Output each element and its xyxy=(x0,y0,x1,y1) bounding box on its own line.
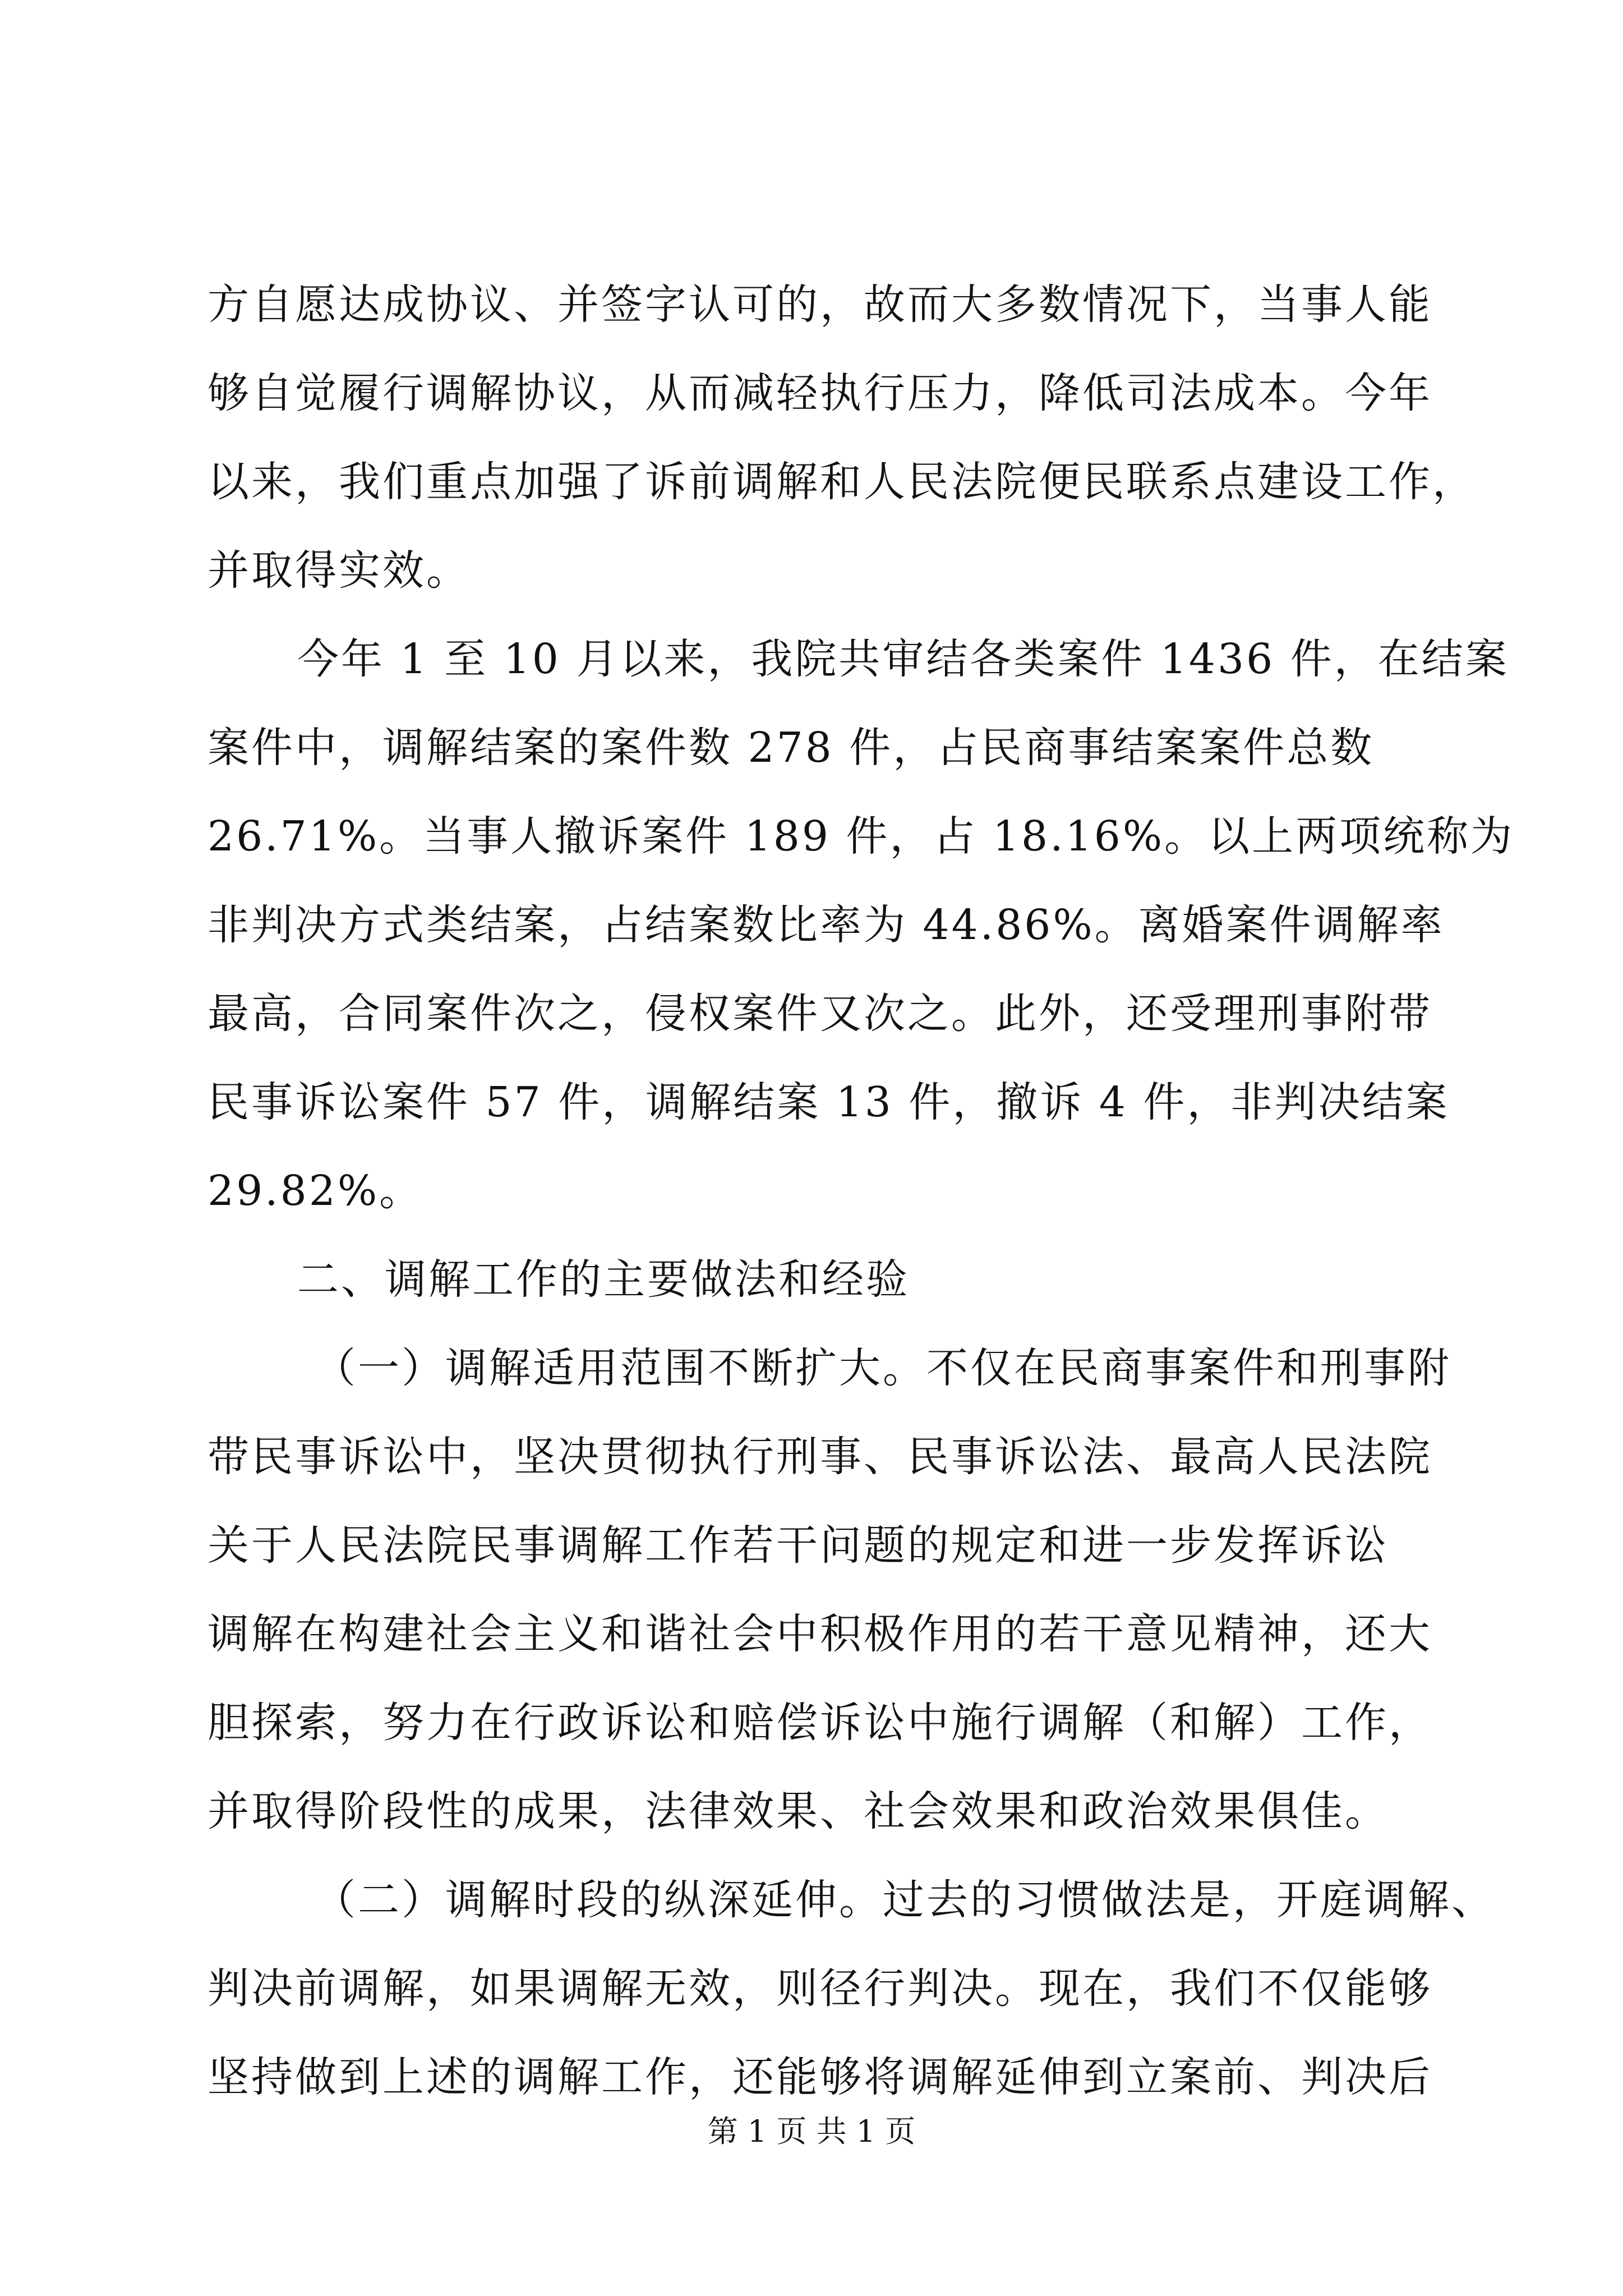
text-line: 判决前调解，如果调解无效，则径行判决。现在，我们不仅能够 xyxy=(208,1964,1432,2013)
text-line: 并取得实效。 xyxy=(208,546,470,595)
text-line: 民事诉讼案件 57 件，调解结案 13 件，撤诉 4 件，非判决结案 xyxy=(208,1078,1450,1126)
text-line: （二）调解时段的纵深延伸。过去的习惯做法是，开庭调解、 xyxy=(314,1876,1495,1924)
text-line: 胆探索，努力在行政诉讼和赔偿诉讼中施行调解（和解）工作， xyxy=(208,1699,1432,1747)
text-line: 29.82%。 xyxy=(208,1167,423,1215)
text-line: 最高，合同案件次之，侵权案件又次之。此外，还受理刑事附带 xyxy=(208,990,1432,1038)
text-line: 今年 1 至 10 月以来，我院共审结各类案件 1436 件，在结案 xyxy=(297,635,1509,683)
section-heading: 二、调解工作的主要做法和经验 xyxy=(297,1255,910,1304)
page-number-footer: 第 1 页 共 1 页 xyxy=(707,2114,916,2149)
text-line: 关于人民法院民事调解工作若干问题的规定和进一步发挥诉讼 xyxy=(208,1521,1389,1570)
text-line: 以来，我们重点加强了诉前调解和人民法院便民联系点建设工作， xyxy=(208,458,1476,506)
text-line: 非判决方式类结案，占结案数比率为 44.86%。离婚案件调解率 xyxy=(208,901,1445,949)
text-line: 带民事诉讼中，坚决贯彻执行刑事、民事诉讼法、最高人民法院 xyxy=(208,1433,1432,1481)
text-line: （一）调解适用范围不断扩大。不仅在民商事案件和刑事附 xyxy=(314,1344,1451,1392)
text-line: 坚持做到上述的调解工作，还能够将调解延伸到立案前、判决后 xyxy=(208,2053,1432,2101)
text-line: 方自愿达成协议、并签字认可的，故而大多数情况下，当事人能 xyxy=(208,280,1432,329)
text-line: 调解在构建社会主义和谐社会中积极作用的若干意见精神，还大 xyxy=(208,1610,1432,1658)
text-line: 26.71%。当事人撤诉案件 189 件，占 18.16%。以上两项统称为 xyxy=(208,812,1515,861)
text-line: 并取得阶段性的成果，法律效果、社会效果和政治效果俱佳。 xyxy=(208,1787,1389,1835)
text-line: 案件中，调解结案的案件数 278 件，占民商事结案案件总数 xyxy=(208,724,1375,772)
text-line: 够自觉履行调解协议，从而减轻执行压力，降低司法成本。今年 xyxy=(208,369,1432,417)
